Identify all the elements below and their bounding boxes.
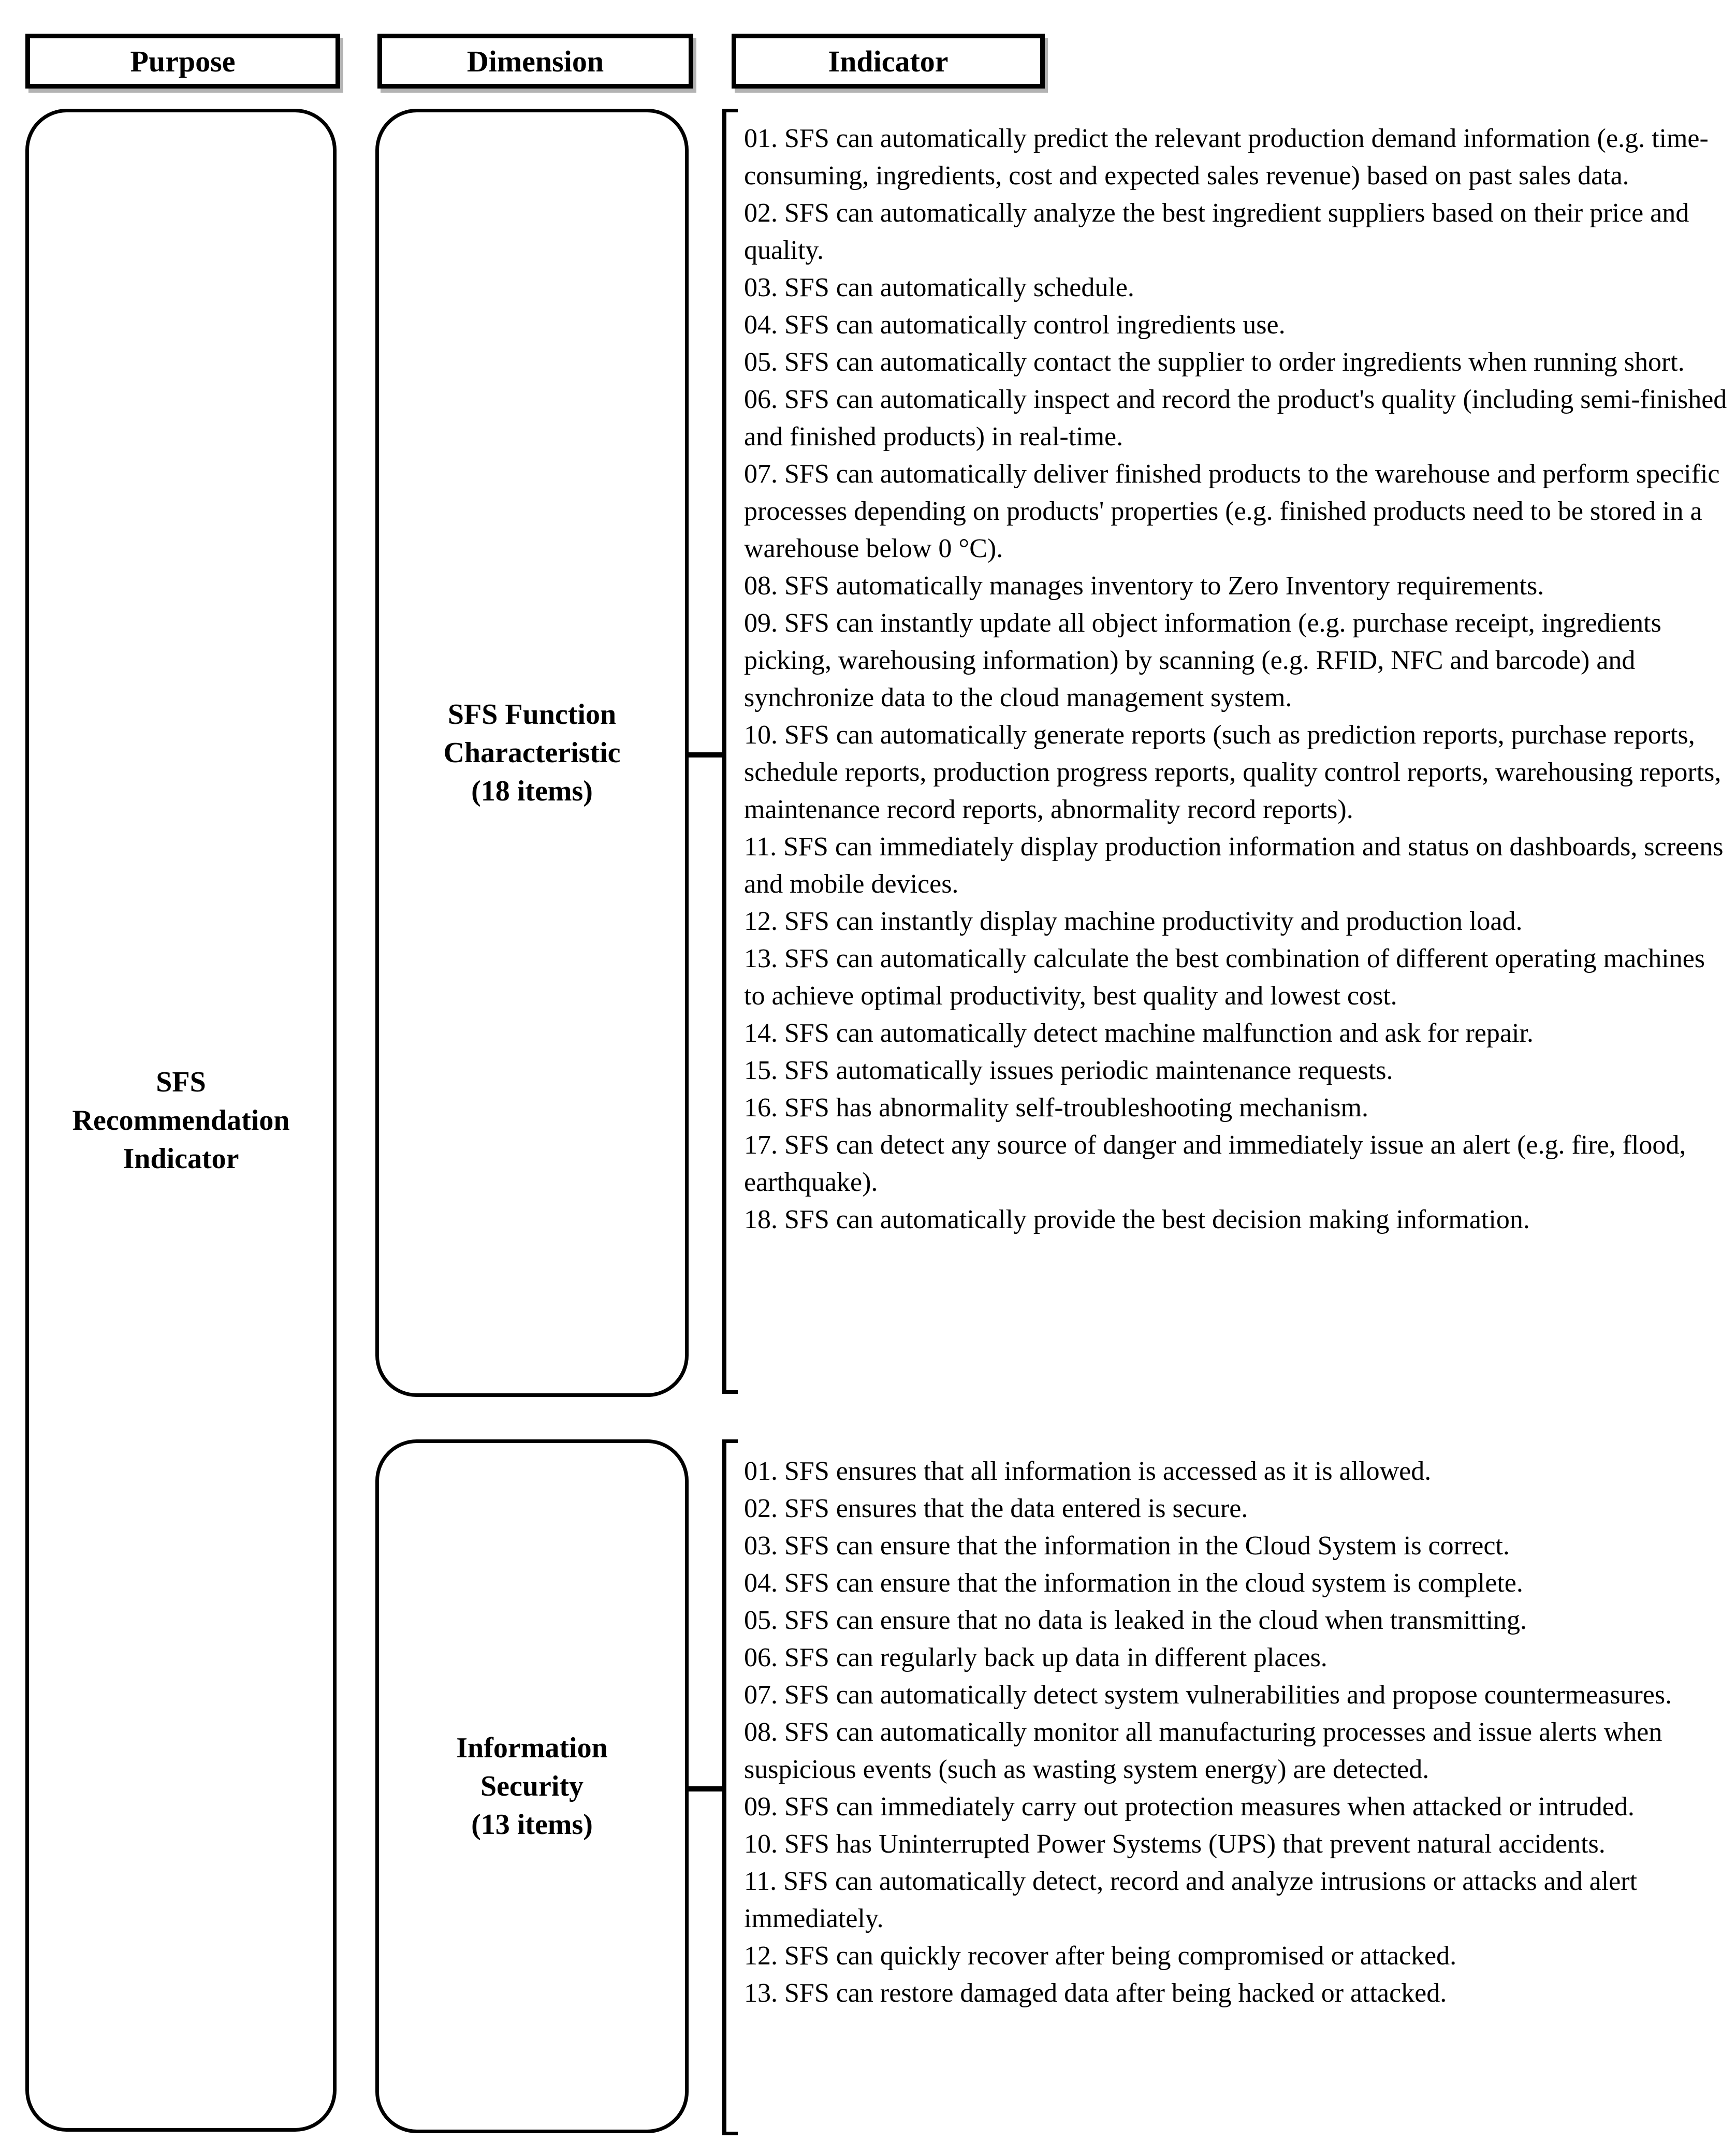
indicator-item: 04. SFS can ensure that the information in the cloud system is complete. (744, 1568, 1523, 1598)
indicator-item: 18. SFS can automatically provide the best decision making information. (744, 1205, 1530, 1234)
dimension-box-line: (13 items) (471, 1809, 593, 1841)
indicator-item: 06. SFS can regularly back up data in different places. (744, 1643, 1327, 1672)
column-header-purpose-label: Purpose (130, 44, 236, 78)
indicator-item: 06. SFS can automatically inspect and record the product's quality (including semi-finished and finished products) in real-time. (744, 385, 1727, 451)
indicator-item: 10. SFS has Uninterrupted Power Systems (UPS) that prevent natural accidents. (744, 1829, 1606, 1859)
column-header-dimension (377, 34, 693, 89)
purpose-box-line: Indicator (123, 1142, 239, 1175)
indicator-item: 05. SFS can ensure that no data is leaked in the cloud when transmitting. (744, 1606, 1527, 1635)
indicator-item: 05. SFS can automatically contact the supplier to order ingredients when running short. (744, 347, 1685, 377)
connector-line-function-characteristic (685, 752, 725, 757)
indicator-item: 09. SFS can instantly update all object information (e.g. purchase receipt, ingredients picking, warehousing information) by scanning (e.g. RFID, NFC and barcode) and synchronize data to the cloud management system. (744, 608, 1661, 712)
column-header-indicator (732, 34, 1045, 89)
purpose-box-line: Recommendation (72, 1104, 290, 1137)
purpose-box-line: SFS (156, 1066, 206, 1098)
indicator-item: 02. SFS can automatically analyze the best ingredient suppliers based on their price and quality. (744, 198, 1689, 265)
dimension-box-line: (18 items) (471, 775, 593, 807)
dimension-box-line: Information (456, 1732, 608, 1764)
indicator-item: 04. SFS can automatically control ingredients use. (744, 310, 1286, 340)
indicator-item: 15. SFS automatically issues periodic maintenance requests. (744, 1056, 1393, 1085)
indicator-item: 03. SFS can ensure that the information in the Cloud System is correct. (744, 1531, 1510, 1561)
column-header-dimension-label: Dimension (466, 44, 604, 78)
dimension-box-information-security (375, 1439, 689, 2133)
indicator-item: 16. SFS has abnormality self-troubleshooting mechanism. (744, 1093, 1368, 1123)
dimension-box-line: Characteristic (443, 737, 621, 769)
dimension-box-function-characteristic (375, 109, 689, 1397)
indicator-item: 17. SFS can detect any source of danger and immediately issue an alert (e.g. fire, flood, earthquake). (744, 1130, 1686, 1197)
indicator-item: 07. SFS can automatically detect system vulnerabilities and propose countermeasures. (744, 1680, 1672, 1710)
indicator-item: 01. SFS ensures that all information is accessed as it is allowed. (744, 1456, 1432, 1486)
purpose-box (25, 109, 337, 2132)
indicator-item: 14. SFS can automatically detect machine malfunction and ask for repair. (744, 1018, 1534, 1048)
indicator-group-function-characteristic (744, 120, 1728, 1239)
column-header-purpose (25, 34, 340, 89)
indicator-item: 08. SFS can automatically monitor all manufacturing processes and issue alerts when suspicious events (such as wasting system energy) are detected. (744, 1717, 1662, 1784)
indicator-bracket-2 (722, 1439, 738, 2135)
indicator-item: 11. SFS can automatically detect, record and analyze intrusions or attacks and alert immediately. (744, 1867, 1638, 1933)
indicator-item: 03. SFS can automatically schedule. (744, 273, 1134, 302)
indicator-item: 10. SFS can automatically generate reports (such as prediction reports, purchase reports, schedule reports, production progress reports, quality control reports, warehousing reports, maintenance record reports, abnormality record reports). (744, 720, 1722, 824)
dimension-box-line: SFS Function (447, 698, 617, 731)
column-header-indicator-label: Indicator (828, 44, 949, 78)
indicator-item: 11. SFS can immediately display production information and status on dashboards, screens and mobile devices. (744, 832, 1724, 899)
indicator-item: 09. SFS can immediately carry out protection measures when attacked or intruded. (744, 1792, 1635, 1822)
indicator-bracket-1 (722, 109, 738, 1394)
connector-line-information-security (685, 1786, 725, 1791)
dimension-box-line: Security (480, 1770, 584, 1802)
indicator-item: 01. SFS can automatically predict the relevant production demand information (e.g. time-consuming, ingredients, cost and expected sales revenue) based on past sales data. (744, 124, 1709, 191)
indicator-item: 12. SFS can quickly recover after being compromised or attacked. (744, 1941, 1457, 1971)
indicator-item: 02. SFS ensures that the data entered is secure. (744, 1494, 1248, 1523)
indicator-item: 13. SFS can automatically calculate the best combination of different operating machines to achieve optimal productivity, best quality and lowest cost. (744, 944, 1705, 1011)
indicator-group-information-security (744, 1453, 1728, 2012)
indicator-item: 07. SFS can automatically deliver finished products to the warehouse and perform specific processes depending on products' properties (e.g. finished products need to be stored in a warehouse below 0 °C). (744, 459, 1720, 563)
indicator-item: 12. SFS can instantly display machine productivity and production load. (744, 907, 1523, 936)
indicator-item: 13. SFS can restore damaged data after being hacked or attacked. (744, 1978, 1447, 2008)
indicator-item: 08. SFS automatically manages inventory to Zero Inventory requirements. (744, 571, 1544, 601)
